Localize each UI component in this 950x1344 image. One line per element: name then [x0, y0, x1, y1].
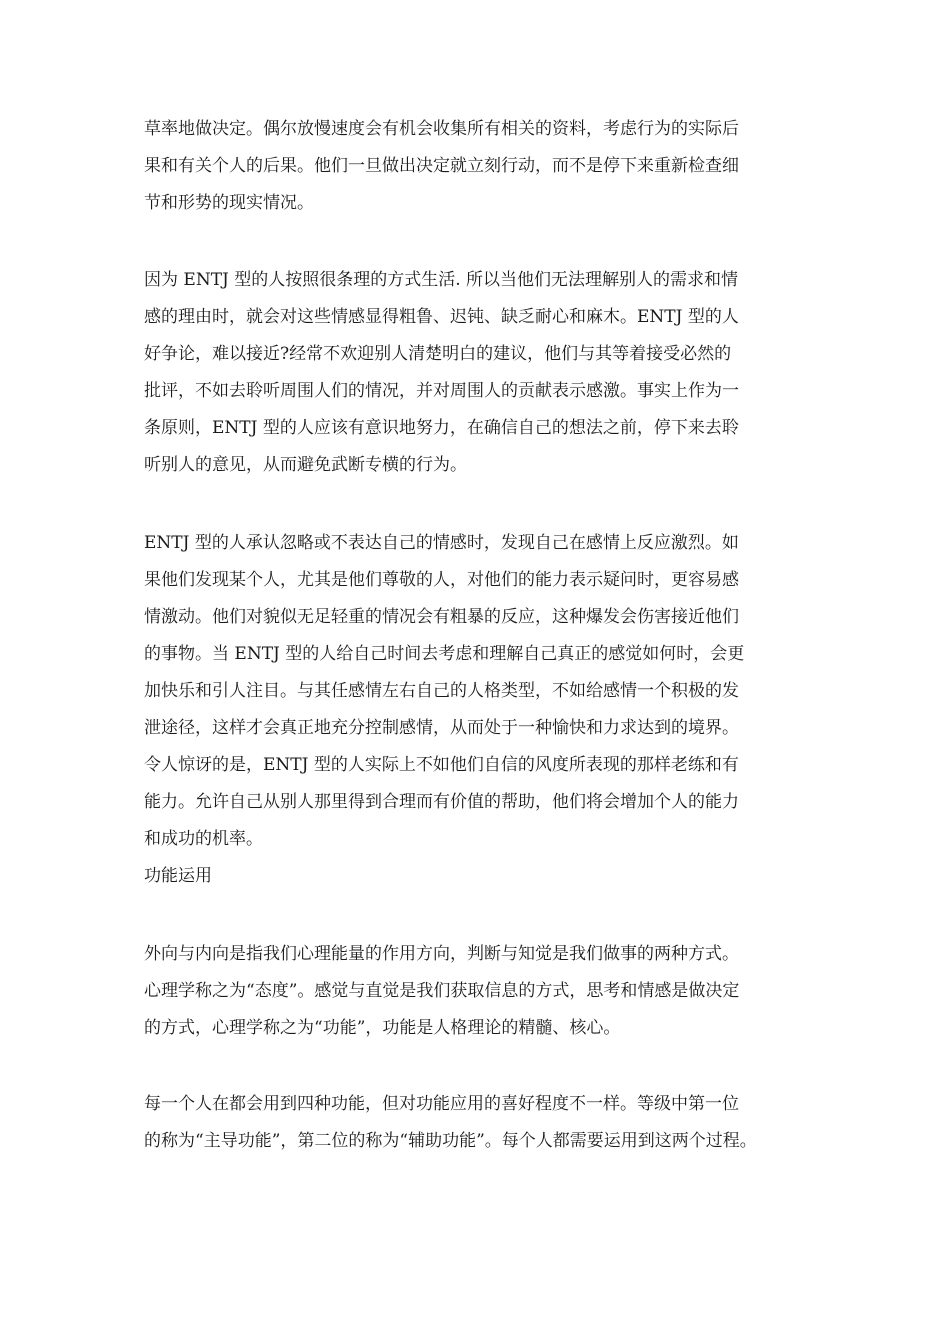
paragraph-2 — [144, 262, 808, 484]
text-line: 节和形势的现实情况。 — [144, 193, 314, 213]
text-line: 每一个人在都会用到四种功能，但对功能应用的喜好程度不一样。等级中第一位 — [144, 1094, 739, 1114]
text-line: 条原则，ENTJ 型的人应该有意识地努力，在确信自己的想法之前，停下来去聆 — [144, 418, 739, 438]
text-line: 外向与内向是指我们心理能量的作用方向，判断与知觉是我们做事的两种方式。 — [144, 944, 739, 964]
section-heading: 功能运用 — [144, 866, 212, 886]
text-line: 的事物。当 ENTJ 型的人给自己时间去考虑和理解自己真正的感觉如何时，会更 — [144, 644, 745, 664]
text-line: 果他们发现某个人，尤其是他们尊敬的人，对他们的能力表示疑问时，更容易感 — [144, 570, 739, 590]
paragraph-5 — [144, 1086, 808, 1160]
text-line: 泄途径，这样才会真正地充分控制感情，从而处于一种愉快和力求达到的境界。 — [144, 718, 739, 738]
paragraph-4 — [144, 936, 808, 1047]
text-line: 情激动。他们对貌似无足轻重的情况会有粗暴的反应，这种爆发会伤害接近他们 — [144, 607, 739, 627]
text-line: 听别人的意见，从而避免武断专横的行为。 — [144, 455, 467, 475]
text-line: 加快乐和引人注目。与其任感情左右自己的人格类型，不如给感情一个积极的发 — [144, 681, 739, 701]
paragraph-1 — [144, 111, 808, 222]
text-line: 的称为“主导功能”，第二位的称为“辅助功能”。每个人都需要运用到这两个过程。 — [144, 1131, 757, 1151]
text-line: 感的理由时，就会对这些情感显得粗鲁、迟钝、缺乏耐心和麻木。ENTJ 型的人 — [144, 307, 739, 327]
text-line: 能力。允许自己从别人那里得到合理而有价值的帮助，他们将会增加个人的能力 — [144, 792, 739, 812]
text-line: ENTJ 型的人承认忽略或不表达自己的情感时，发现自己在感情上反应激烈。如 — [144, 533, 739, 553]
text-line: 好争论，难以接近?经常不欢迎别人清楚明白的建议，他们与其等着接受必然的 — [144, 344, 732, 364]
text-line: 的方式，心理学称之为“功能”，功能是人格理论的精髓、核心。 — [144, 1018, 621, 1038]
text-line: 果和有关个人的后果。他们一旦做出决定就立刻行动，而不是停下来重新检查细 — [144, 156, 739, 176]
text-line: 心理学称之为“态度”。感觉与直觉是我们获取信息的方式，思考和情感是做决定 — [144, 981, 740, 1001]
text-line: 批评，不如去聆听周围人们的情况，并对周围人的贡献表示感激。事实上作为一 — [144, 381, 739, 401]
text-line: 令人惊讶的是，ENTJ 型的人实际上不如他们自信的风度所表现的那样老练和有 — [144, 755, 739, 775]
text-line: 草率地做决定。偶尔放慢速度会有机会收集所有相关的资料，考虑行为的实际后 — [144, 119, 739, 139]
text-line: 因为 ENTJ 型的人按照很条理的方式生活. 所以当他们无法理解别人的需求和情 — [144, 270, 739, 290]
paragraph-3 — [144, 525, 808, 895]
text-line: 和成功的机率。 — [144, 829, 263, 849]
